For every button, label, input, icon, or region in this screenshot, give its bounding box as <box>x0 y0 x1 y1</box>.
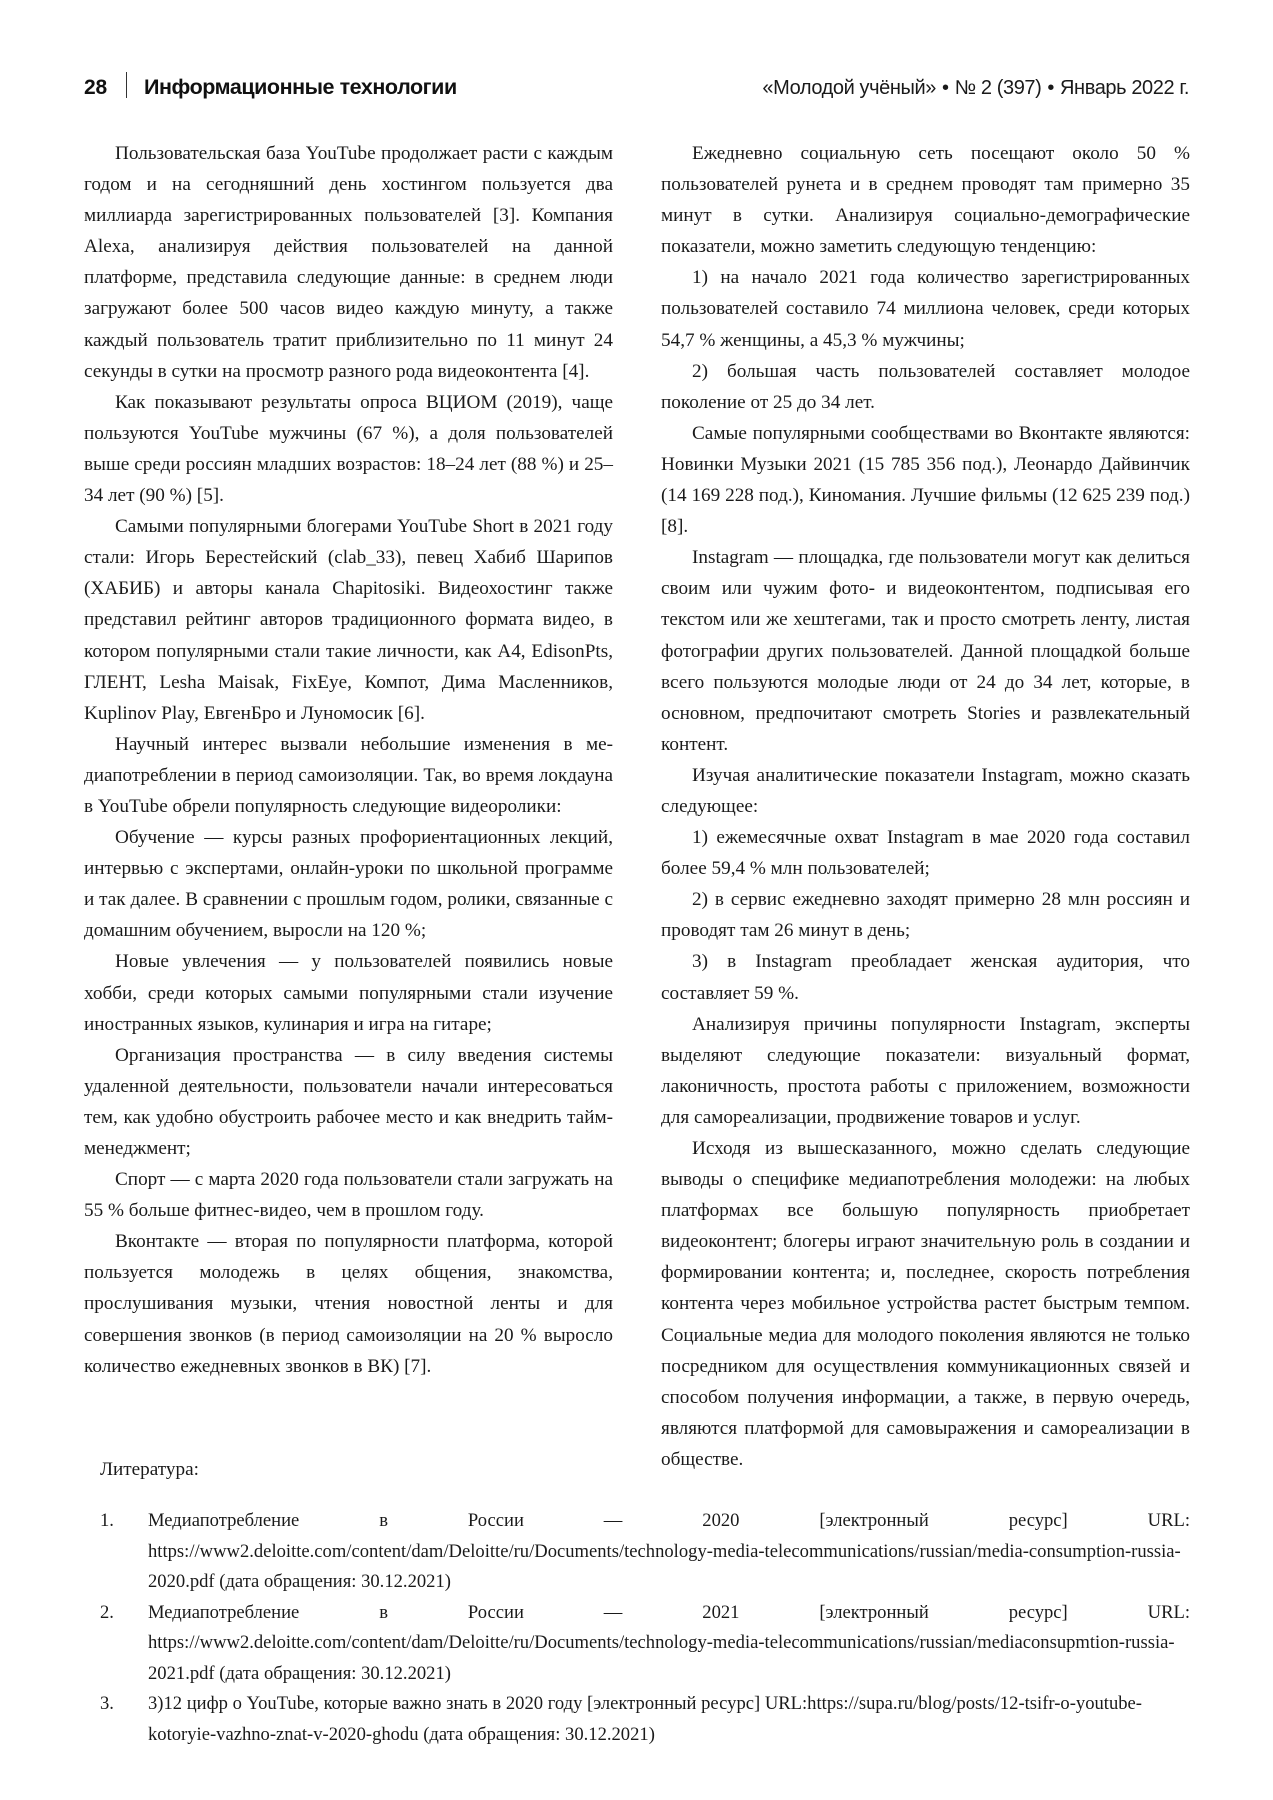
references-list <box>100 1506 1190 1750</box>
reference-number: 2. <box>100 1601 114 1623</box>
right-column <box>661 138 1190 1470</box>
journal-name: «Молодой учёный» <box>762 77 937 99</box>
paragraph: Обучение — курсы разных профориентационных лекций, интервью с экспертами, онлайн-уроки по школьной программе и так далее. В сравнении с прошлым годом, ролики, связанные с домашним обучением, выросли на 120 %; <box>84 827 613 942</box>
paragraph: Спорт — с марта 2020 года пользователи стали загружать на 55 % больше фитнес-видео, чем в прошлом году. <box>84 1169 613 1222</box>
paragraph: Самые популярными сообществами во Вконтакте являются: Новинки Музыки 2021 (15 785 356 под.), Леонардо Дайвинчик (14 169 228 под.), Киномания. Лучшие фильмы (12 625 239 под.) [8]. <box>661 422 1190 538</box>
running-head <box>84 68 1189 102</box>
reference-text: Медиапотребление в России — 2020 [электронный ресурс] URL: https://www2.deloitte.com/content/dam/Deloitte/ru/Documents/technology-media-telecommunications/russian/media-consumption-russia-2020.pdf (дата обращения: 30.12.2021) <box>148 1510 1190 1592</box>
paragraph: Как показывают результаты опроса ВЦИОМ (2019), чаще пользуются YouTube мужчины (67 %), а доля пользователей выше среди россиян младших возрастов: 18–24 лет (88 %) и 25–34 лет (90 %) [5]. <box>84 391 613 507</box>
header-bullet-2: • <box>1047 77 1055 99</box>
list-item: 3) в Instagram преобладает женская аудитория, что составляет 59 %. <box>661 951 1190 1004</box>
paragraph: Instagram — площадка, где пользователи могут как делиться своим или чужим фото- и видеоконтентом, подписывая его текстом или же хештегами, так и просто смотреть ленту, листая фотографии других пользователей. Данной площадкой больше всего пользуются молодые люди от 24 до 34 лет, которые, в основном, предпочитают смотреть Stories и развлекательный контент. <box>661 547 1190 755</box>
issue-date: Январь 2022 г. <box>1060 77 1189 99</box>
reference-number: 1. <box>100 1510 114 1531</box>
paragraph: Вконтакте — вторая по популярности платформа, которой пользуется молодежь в целях общения, знакомства, прослушивания музыки, чтения новостной ленты и для совершения звонков (в период самоизоляции на 20 % выросло количество ежедневных звонков в ВК) [7]. <box>84 1231 613 1377</box>
paragraph: Анализируя причины популярности Instagram, эксперты выделяют следующие показатели: визуальный формат, лаконичность, простота работы с приложением, возможности для самореализации, продвижение товаров и услуг. <box>661 1013 1190 1128</box>
list-item: 2) в сервис ежедневно заходят примерно 28 млн россиян и проводят там 26 минут в день; <box>661 889 1190 942</box>
list-item: 1) ежемесячные охват Instagram в мае 2020 года составил более 59,4 % млн пользователей; <box>661 827 1190 880</box>
reference-number: 3. <box>100 1693 114 1714</box>
paragraph: Самыми популярными блогерами YouTube Short в 2021 году стали: Игорь Берестейский (clab_33), певец Хабиб Шарипов (ХАБИБ) и авторы канала Chapitosiki. Видеохостинг также представил рейтинг авторов традиционного формата видео, в котором популярными стали такие личности, как A4, EdisonPts, ГЛЕНТ, Lesha Maisak, FixEye, Компот, Дима Масленников, Kuplinov Play, ЕвгенБро и Луномосик [6]. <box>84 516 613 724</box>
header-divider <box>126 72 127 98</box>
page-number: 28 <box>84 76 107 99</box>
reference-item <box>100 1598 1190 1690</box>
reference-text: Медиапотребление в России — 2021 [электронный ресурс] URL: https://www2.deloitte.com/content/dam/Deloitte/ru/Documents/technology-media-telecommunications/russian/mediaconsupmtion-russia-2021.pdf (дата обращения: 30.12.2021) <box>148 1601 1190 1684</box>
journal-info <box>762 77 1189 100</box>
references-heading: Литература: <box>100 1459 199 1480</box>
paragraph: Пользовательская база YouTube продолжает расти с каждым годом и на сегодняшний день хостингом пользуется два миллиарда зарегистрированных пользователей [3]. Компания Alexa, анализируя действия пользователей на данной платформе, представила следующие данные: в среднем люди загружают более 500 часов видео каждую минуту, а также каждый пользователь тратит приблизительно по 11 минут 24 секунды в сутки на просмотр разного рода видеоконтента [4]. <box>84 143 613 382</box>
paragraph: Организация пространства — в силу введения системы удаленной деятельности, пользователи начали интересоваться тем, как удобно обустроить рабочее место и как внедрить тайм-менеджмент; <box>84 1044 613 1159</box>
section-title: Информационные технологии <box>143 75 457 99</box>
reference-item <box>100 1506 1190 1598</box>
header-bullet-1: • <box>942 77 949 99</box>
paragraph: Исходя из вышесказанного, можно сделать следующие выводы о специфике медиапотребления молодежи: на любых платформах все большую популярность приобретает видеоконтент; блогеры играют значительную роль в создании и формировании контента; и, последнее, скорость потребления контента через мобильное устройства растет быстрым темпом. Социальные медиа для молодого поколения являются не только посредником для осуществления коммуникационных связей и способом получения информации, а также, в первую очередь, являются платформой для самовыражения и самореализации в обществе. <box>661 1138 1190 1470</box>
paragraph: Ежедневно социальную сеть посещают около 50 % пользователей рунета и в среднем проводят там примерно 35 минут в сутки. Анализируя социально-демографические показатели, можно заметить следующую тенденцию: <box>661 143 1190 258</box>
paragraph: Новые увлечения — у пользователей появились новые хобби, среди которых самыми популярными стали изучение иностранных языков, кулинария и игра на гитаре; <box>84 951 613 1035</box>
left-column <box>84 138 613 1377</box>
list-item: 1) на начало 2021 года количество зарегистрированных пользователей составило 74 миллиона человек, среди которых 54,7 % женщины, а 45,3 % мужчины; <box>661 267 1190 351</box>
reference-text: 3)12 цифр о YouTube, которые важно знать в 2020 году [электронный ресурс] URL:https://supa.ru/blog/posts/12-tsifr-o-youtube-kotoryie-vazhno-znat-v-2020-ghodu (дата обращения: 30.12.2021) <box>148 1693 1142 1745</box>
paragraph: Изучая аналитические показатели Instagram, можно сказать следующее: <box>661 764 1190 817</box>
issue-number: № 2 (397) <box>954 77 1042 99</box>
paragraph: Научный интерес вызвали небольшие изменения в медиапотреблении в период самоизоляции. Так, во время локдауна в YouTube обрели популярность следующие видеоролики: <box>84 733 613 817</box>
reference-item <box>100 1689 1190 1750</box>
list-item: 2) большая часть пользователей составляет молодое поколение от 25 до 34 лет. <box>661 360 1190 413</box>
